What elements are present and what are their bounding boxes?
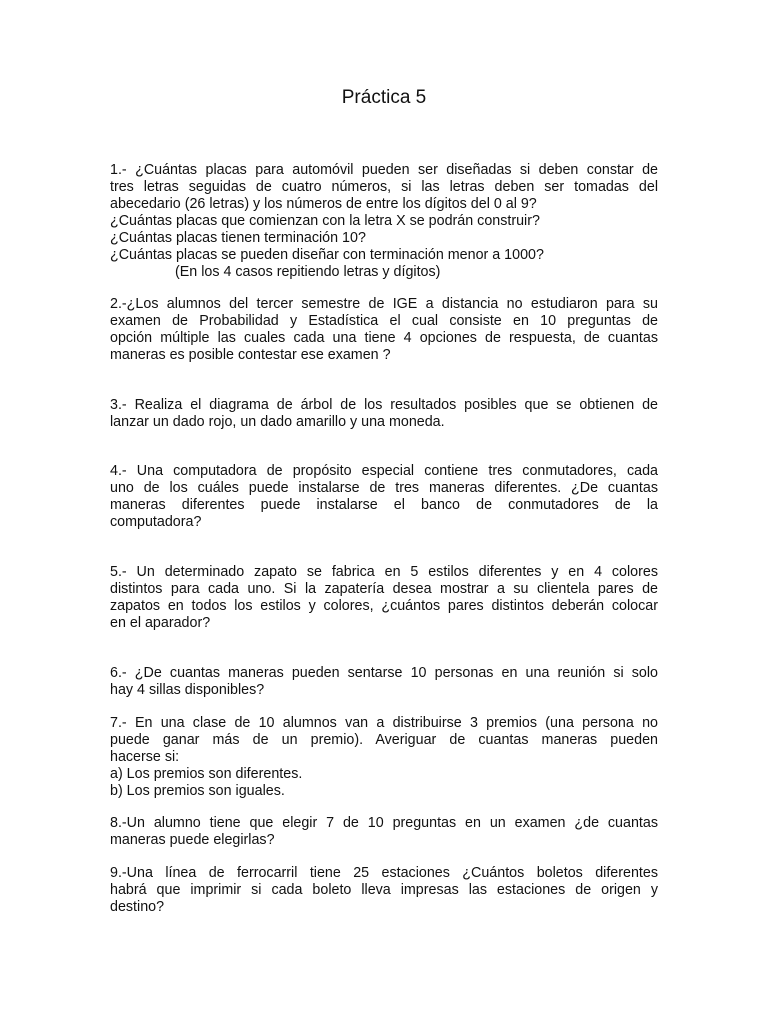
problem-line: a) Los premios son diferentes. [110, 766, 303, 782]
problem-line: ¿Cuántas placas tienen terminación 10? [110, 230, 366, 246]
problem-line: hay 4 sillas disponibles? [110, 682, 265, 698]
problem-line: 1.- ¿Cuántas placas para automóvil pueden ser diseñadas si deben constar de [110, 162, 658, 178]
problem-7 [110, 715, 658, 800]
problem-line: computadora? [110, 514, 202, 530]
problem-line: zapatos en todos los estilos y colores, ¿cuántos pares distintos deberán colocar [110, 598, 658, 614]
problem-line: hacerse si: [110, 749, 180, 765]
problem-line: 6.- ¿De cuantas maneras pueden sentarse 10 personas en una reunión si solo [110, 665, 658, 681]
problem-8 [110, 815, 658, 849]
page-title: Práctica 5 [341, 87, 427, 108]
problem-6 [110, 665, 658, 699]
problem-line: distintos para cada uno. Si la zapatería desea mostrar a su clientela pares de [110, 581, 658, 597]
problem-line: en el aparador? [110, 615, 211, 631]
problem-line: abecedario (26 letras) y los números de entre los dígitos del 0 al 9? [110, 196, 537, 212]
problem-line: maneras es posible contestar ese examen ? [110, 347, 391, 363]
problem-line: ¿Cuántas placas se pueden diseñar con terminación menor a 1000? [110, 247, 544, 263]
problem-line: 7.- En una clase de 10 alumnos van a distribuirse 3 premios (una persona no [110, 715, 658, 731]
problem-line: tres letras seguidas de cuatro números, si las letras deben ser tomadas del [110, 179, 658, 195]
problem-line: b) Los premios son iguales. [110, 783, 285, 799]
problem-9 [110, 865, 658, 916]
problem-line: ¿Cuántas placas que comienzan con la letra X se podrán construir? [110, 213, 540, 229]
problem-line: destino? [110, 899, 165, 915]
problem-line: opción múltiple las cuales cada una tiene 4 opciones de respuesta, de cuantas [110, 330, 658, 346]
problem-line: 9.-Una línea de ferrocarril tiene 25 estaciones ¿Cuántos boletos diferentes [110, 865, 658, 881]
problem-line: maneras diferentes puede instalarse el banco de conmutadores de la [110, 497, 658, 513]
problem-line: puede ganar más de un premio). Averiguar de cuantas maneras pueden [110, 732, 658, 748]
problem-4 [110, 463, 658, 531]
problem-line: 8.-Un alumno tiene que elegir 7 de 10 preguntas en un examen ¿de cuantas [110, 815, 658, 831]
problem-line: 5.- Un determinado zapato se fabrica en 5 estilos diferentes y en 4 colores [110, 564, 658, 580]
problem-line: 2.-¿Los alumnos del tercer semestre de IGE a distancia no estudiaron para su [110, 296, 658, 312]
problem-line: lanzar un dado rojo, un dado amarillo y una moneda. [110, 414, 445, 430]
problem-1 [110, 162, 658, 281]
problem-line: uno de los cuáles puede instalarse de tres maneras diferentes. ¿De cuantas [110, 480, 658, 496]
problem-3 [110, 397, 658, 431]
problem-line: habrá que imprimir si cada boleto lleva impresas las estaciones de origen y [110, 882, 658, 898]
problem-line: (En los 4 casos repitiendo letras y dígitos) [175, 264, 441, 280]
problem-5 [110, 564, 658, 632]
problem-line: examen de Probabilidad y Estadística el cual consiste en 10 preguntas de [110, 313, 658, 329]
problem-line: maneras puede elegirlas? [110, 832, 275, 848]
problem-line: 3.- Realiza el diagrama de árbol de los resultados posibles que se obtienen de [110, 397, 658, 413]
problem-2 [110, 296, 658, 364]
problem-line: 4.- Una computadora de propósito especial contiene tres conmutadores, cada [110, 463, 658, 479]
